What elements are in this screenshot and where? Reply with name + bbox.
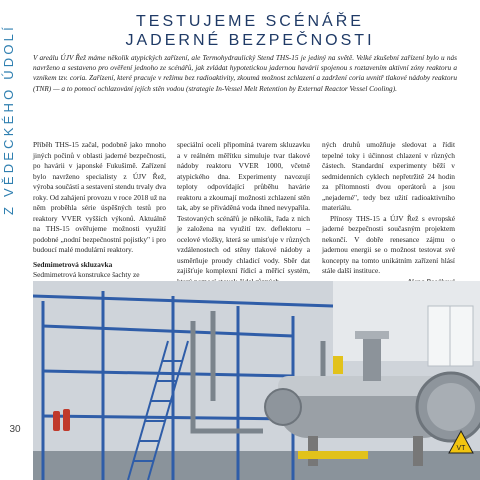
fire-extinguisher — [63, 409, 70, 431]
page-number: 30 — [9, 424, 21, 435]
column-2 — [177, 140, 310, 287]
test-rig-photo — [33, 281, 480, 480]
title-line-2: JADERNÉ BEZPEČNOSTI — [125, 32, 375, 49]
section-label: Z VĚDECKÉHO ÚDOLÍ — [1, 24, 16, 216]
paragraph: Příběh THS-15 začal, podobně jako mnoho jiných počinů v oblasti jaderné bezpečnosti, po havárii v japonské Fukušimě. Zařízení bylo navrženo specialisty z ÚJV Řež, výroba součástí a sestavení stendu trvaly dva roky. Od zahájení provozu v roce 2018 už na něm proběhla série úspěšných testů pro reaktory VVER vyšších výkonů. Aktuálně na THS-15 ověřujeme možnosti využití podobné „nodní bezpečnostní pojistky" i pro budoucí malé modulární reaktory. — [33, 140, 166, 254]
title-line-1: TESTUJEME SCÉNÁŘE — [136, 13, 364, 30]
subheading: Sedmimetrová skluzavka — [33, 259, 113, 269]
paragraph: Přínosy THS-15 a ÚJV Řež s evropské jaderné bezpečnosti současným projektem nekončí. V dobře renesance zájmu o jadernou energii se o možnost testovat své koncepty na tomto unikátním zařízení hlásí stále další instituce. — [322, 213, 455, 275]
sidebar — [0, 0, 27, 480]
yellow-fitting — [333, 356, 343, 374]
warning-sign-label: VT — [456, 445, 466, 452]
yellow-rail — [298, 451, 368, 459]
paragraph: Sedmimetrová konstrukce šachty ze — [33, 270, 140, 279]
article-title — [70, 12, 430, 50]
photo-illustration — [33, 281, 480, 480]
column-3 — [322, 140, 455, 298]
column-1 — [33, 140, 166, 281]
fire-extinguisher — [53, 411, 60, 431]
article-intro: V areálu ÚJV Řež máme několik atypických zařízení, ale Termohydraulický Stend THS-15 je jediný na světě. Velké zkušební zařízení bylo u nás navrženo a sestaveno pro ověření jednoho ze scénářů, jak zvládat hypotetickou jadernou havárii spojenou s roztavením aktivní zóny reaktoru a vznikem tzv. coria. Zařízení, které pracuje v režimu bez radioaktivity, zkoumá možnost zchlazení a zadržení coria uvnitř tlakové nádoby reaktoru (TNR) — a to pomocí ochlazování jejích stěn vodou (strategie In-Vessel Melt Retention by External Reactor Vessel Cooling). — [33, 53, 457, 93]
paragraph: speciální oceli připomíná tvarem skluzavku a v reálném měřítku simuluje tvar tlakové nádoby reaktoru VVER 1000, včetně atypického dna. Experimenty navozují teploty odpovídající průběhu havárie reaktoru a zkoumají možnosti zchlazení stěn tak, aby se přiváděná voda ihned nevypařila. Testovaných scénářů je několik, řada z nich je založena na využití tzv. deflektoru – ocelové vložky, která se umisťuje v různých vzdálenostech od stěny tlakové nádoby a usměrňuje proudy chladicí vody. Sběr dat zajišťuje komplexní řídicí a měřicí systém, — [177, 140, 310, 275]
paragraph: ných druhů umožňuje sledovat a řídit tepelné toky i účinnost chlazení v různých částech. Standardní experimenty běží v sedmidenních cyklech nepřetržitě 24 hodin za přítomnosti dvou operátorů a jsou „nejaderné", tedy bez užití radioaktivního materiálu. — [322, 140, 455, 212]
